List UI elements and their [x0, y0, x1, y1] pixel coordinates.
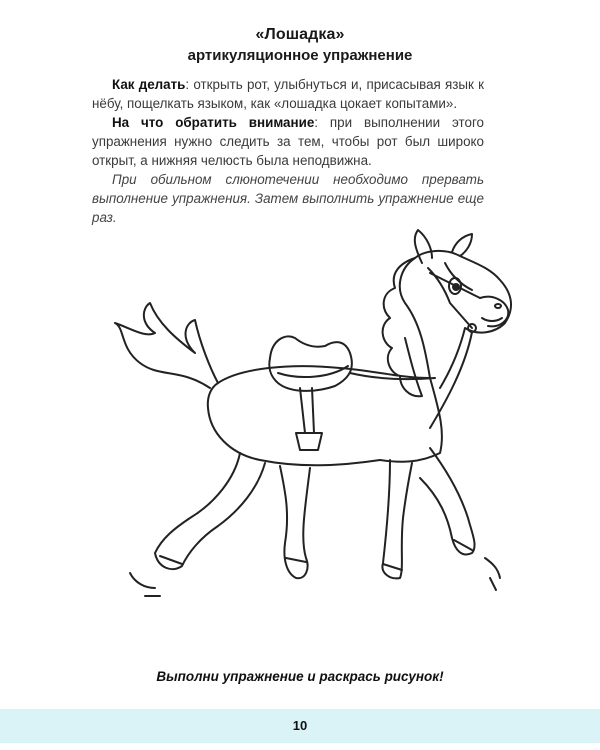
horse-bridle	[428, 263, 480, 328]
note-paragraph: При обильном слюнотечении необходимо прервать выполнение упражнения. Затем выполнить упражнение еще раз.	[92, 172, 484, 225]
horse-ear-front	[415, 230, 432, 263]
page-subtitle: артикуляционное упражнение	[187, 47, 413, 64]
horse-back-leg	[155, 453, 265, 569]
coloring-instruction: Выполни упражнение и раскрась рисунок!	[156, 669, 444, 684]
horse-tail	[115, 303, 218, 388]
page-number: 10	[292, 718, 308, 733]
how-to-paragraph	[92, 75, 484, 113]
attention-text: : при выполнении этого упражнения нужно следить за тем, чтобы рот был широко открыт, а нижняя челюсть была неподвижна.	[92, 115, 484, 168]
page-title: «Лошадка»	[255, 26, 345, 43]
stirrup	[296, 433, 322, 450]
attention-paragraph	[92, 113, 484, 170]
horse-front-leg	[382, 460, 412, 578]
motion-lines-back	[130, 573, 160, 596]
motion-lines-front	[485, 558, 500, 590]
horse-neck	[400, 251, 511, 388]
exercise-description	[92, 75, 484, 227]
horse-saddle	[269, 336, 352, 390]
horse-illustration-icon	[100, 228, 530, 648]
attention-label: На что обратить внимание	[112, 115, 315, 130]
how-to-text: : открыть рот, улыбнуться и, присасывая язык к нёбу, пощелкать языком, как «лошадка цокает копытами».	[92, 77, 484, 111]
horse-front-leg-raised	[420, 448, 475, 555]
how-to-label: Как делать	[112, 77, 186, 92]
horse-body	[208, 366, 442, 465]
